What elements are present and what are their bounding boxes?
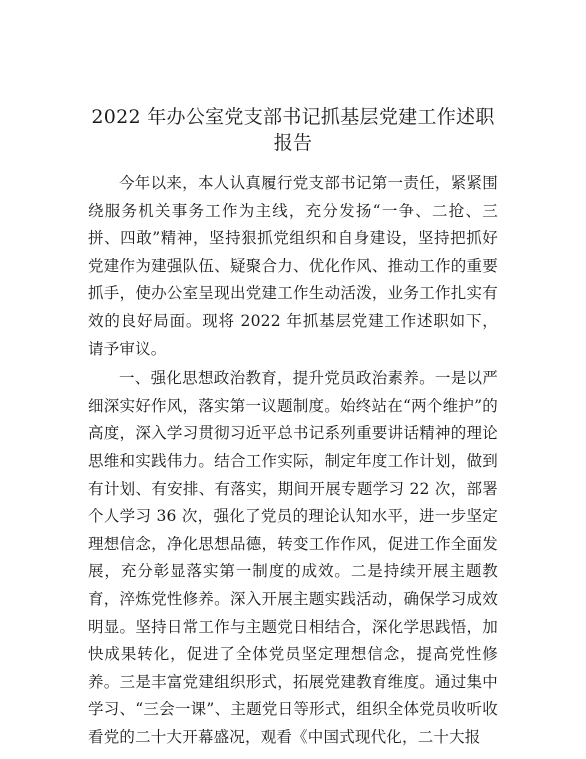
- title-line-1: 2022 年办公室党支部书记抓基层党建工作述职: [91, 106, 495, 128]
- document-title: [80, 104, 506, 156]
- paragraph-intro: 今年以来，本人认真履行党支部书记第一责任，紧紧围绕服务机关事务工作为主线，充分发扬“一争、二抢、三拼、四敢”精神，坚持狠抓党组织和自身建设，坚持把抓好党建作为建强队伍、疑聚合力、优化作风、推动工作的重要抓手，使办公室呈现出党建工作生动活泼，业务工作扎实有效的良好局面。现将 2022 年抓基层党建工作述职如下，请予审议。: [88, 174, 498, 358]
- document-body: [88, 170, 498, 751]
- title-line-2: 报告: [273, 132, 313, 154]
- paragraph-section-1: 一、强化思想政治教育，提升党员政治素养。一是以严细深实好作风，落实第一议题制度。始终站在“两个维护”的高度，深入学习贯彻习近平总书记系列重要讲话精神的理论思维和实践伟力。结合工作实际，制定年度工作计划，做到有计划、有安排、有落实，期间开展专题学习 22 次，部署个人学习 36 次，强化了党员的理论认知水平，进一步坚定理想信念，净化思想品德，转变工作作风，促进工作全面发展，充分彰显落实第一制度的成效。二是持续开展主题教育，淬炼党性修养。深入开展主题实践活动，确保学习成效明显。坚持日常工作与主题党日相结合，深化学思践悟，加快成果转化，促进了全体党员坚定理想信念，提高党性修养。三是丰富党建组织形式，拓展党建教育维度。通过集中学习、“三会一课”、主题党日等形式，组织全体党员收听收看党的二十大开幕盛况，观看《中国式现代化，二十大报: [88, 369, 498, 746]
